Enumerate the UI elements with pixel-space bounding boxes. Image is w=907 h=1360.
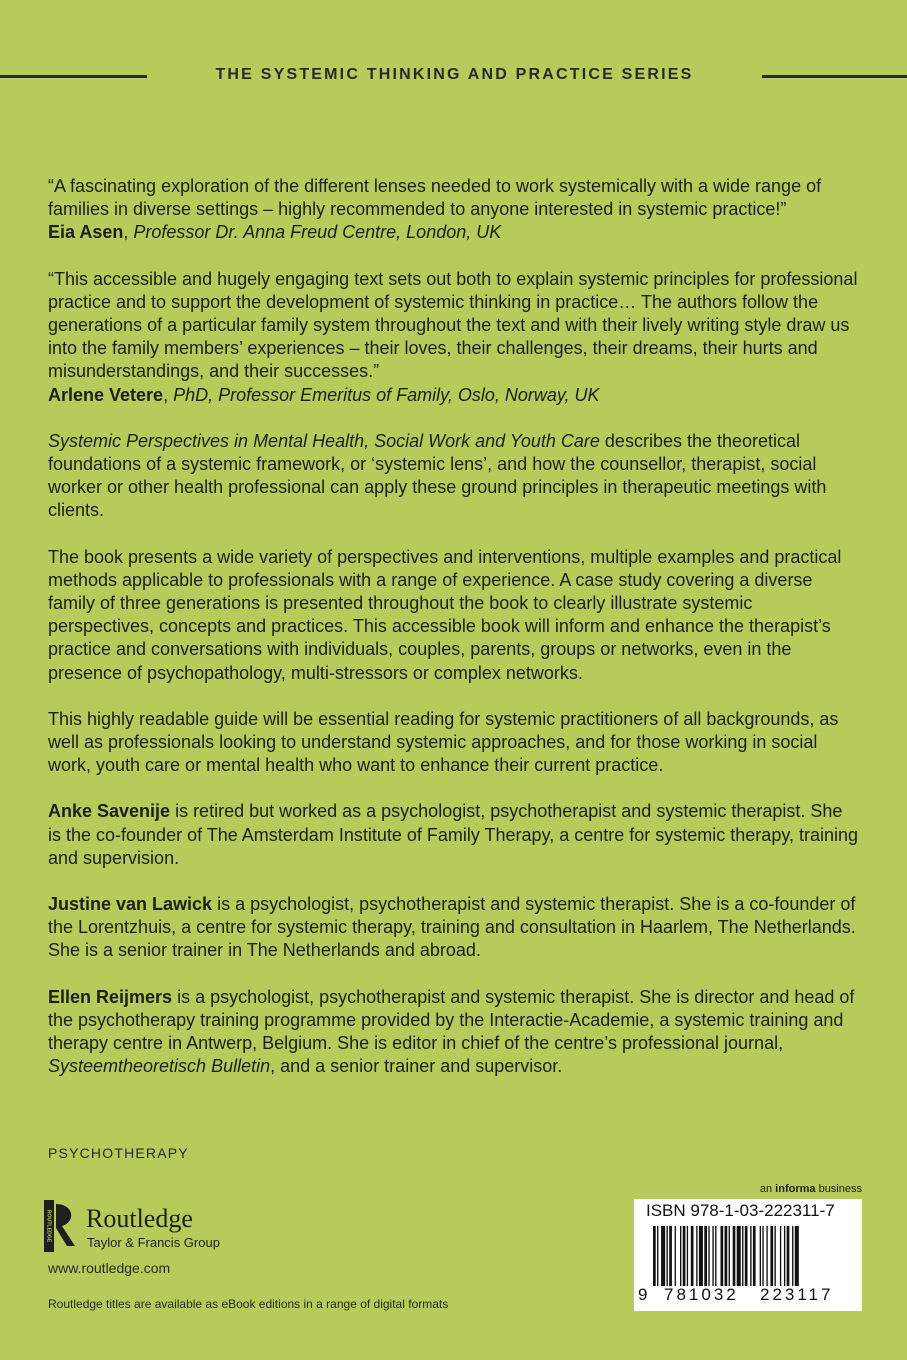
endorsement-quote-1: “A fascinating exploration of the different lenses needed to work systemically with a wide range of families in diverse settings – highly recommended to anyone interested in systemic practice!” (48, 176, 822, 220)
description-paragraph-2: The book presents a wide variety of perspectives and interventions, multiple examples and practical methods applicable to professionals with a range of experience. A case study covering a diverse family of three generations is presented throughout the book to clearly illustrate systemic perspectives, concepts and practices. This accessible book will inform and enhance the therapist’s practice and conversations with individuals, couples, parents, groups or networks, even in the presence of psychopathology, multi-stressors or complex networks. (48, 546, 842, 683)
barcode-bar (675, 1226, 676, 1286)
ebook-note: Routledge titles are available as eBook editions in a range of digital formats (48, 1297, 449, 1311)
barcode-bar (795, 1226, 799, 1286)
informa-prefix: an (759, 1183, 776, 1195)
informa-brand: informa (775, 1183, 816, 1195)
informa-suffix: business (815, 1183, 862, 1195)
endorser-role-2: PhD, Professor Emeritus of Family, Oslo, Norway, UK (173, 384, 600, 405)
publisher-name: Routledge (86, 1204, 193, 1233)
barcode-bar (784, 1226, 785, 1286)
isbn-number: ISBN 978-1-03-222311-7 (646, 1201, 835, 1220)
barcode-bar (760, 1226, 761, 1286)
publisher-group: Taylor & Francis Group (87, 1235, 220, 1250)
barcode-bar (729, 1226, 730, 1286)
barcode-bar (683, 1226, 686, 1286)
barcode-bar (733, 1226, 736, 1286)
author-name-2: Justine van Lawick (48, 894, 213, 915)
barcode-bar (657, 1226, 658, 1286)
barcode-bar (653, 1226, 656, 1286)
barcode-bar (699, 1226, 703, 1286)
isbn-barcode (634, 1199, 862, 1311)
informa-business-tag (690, 1183, 862, 1195)
barcode-bar (680, 1226, 681, 1286)
barcode-bar (792, 1226, 793, 1286)
endorser-role-1: Professor Dr. Anna Freud Centre, London, UK (133, 222, 502, 243)
barcode-bar (753, 1226, 756, 1286)
book-title: Systemic Perspectives in Mental Health, Social Work and Youth Care (48, 430, 600, 451)
routledge-logo-vertical-text: ROUTLEDGE (45, 1209, 52, 1243)
subject-category: PSYCHOTHERAPY (48, 1145, 189, 1161)
barcode-bars (653, 1226, 849, 1286)
endorsement-attribution-2: Arlene Vetere, PhD, Professor Emeritus of Family, Oslo, Norway, UK (48, 384, 600, 405)
barcode-bar (715, 1226, 716, 1286)
barcode-bar (667, 1226, 668, 1286)
barcode-bar (737, 1226, 741, 1286)
routledge-logo-icon (44, 1200, 78, 1252)
author-bio-text-3a: is a psychologist, psychotherapist and systemic therapist. She is director and head of the psychotherapy training programme provided by the Interactie-Academie, a systemic training and therapy centre in Antwerp, Belgium. She is editor in chief of the centre’s professional journal, (48, 986, 855, 1054)
endorsement-attribution-1: Eia Asen, Professor Dr. Anna Freud Centre, London, UK (48, 222, 502, 243)
description-paragraph-1-text: describes the theoretical foundations of a systemic framework, or ‘systemic lens’, and how the counsellor, therapist, social worker or other health professional can apply these ground principles in therapeutic meetings with clients. (48, 430, 827, 521)
endorser-name-2: Arlene Vetere (48, 384, 164, 405)
barcode-bar (725, 1226, 728, 1286)
back-cover-text (48, 175, 860, 1102)
barcode-bar (708, 1226, 709, 1286)
barcode-bar (687, 1226, 688, 1286)
journal-title: Systeemtheoretisch Bulletin (48, 1056, 271, 1077)
description-paragraph-3: This highly readable guide will be essential reading for systemic practitioners of all backgrounds, as well as professionals looking to understand systemic approaches, and for those working in social work, youth care or mental health who want to enhance their current practice. (48, 708, 839, 776)
barcode-bar (787, 1226, 790, 1286)
barcode-bar (742, 1226, 743, 1286)
barcode-bar (780, 1226, 781, 1286)
author-bio-2 (48, 893, 860, 963)
endorser-name-1: Eia Asen (48, 222, 124, 243)
author-name-3: Ellen Reijmers (48, 986, 173, 1007)
author-bio-3 (48, 986, 860, 1079)
publisher-website[interactable]: www.routledge.com (48, 1260, 171, 1276)
barcode-bar (770, 1226, 773, 1286)
series-rule-left (0, 75, 147, 78)
description-paragraph-1 (48, 430, 860, 523)
barcode-bar (691, 1226, 694, 1286)
barcode-bar (766, 1226, 767, 1286)
author-bio-text-1: is retired but worked as a psychologist, psychotherapist and systemic therapist. She is the co-founder of The Amsterdam Institute of Family Therapy, a centre for systemic therapy, training and supervision. (48, 801, 859, 868)
barcode-bar (661, 1226, 665, 1286)
author-bio-text-2: is a psychologist, psychotherapist and systemic therapist. She is a co-founder of the Lorentzhuis, a centre for systemic therapy, training and consultation in Haarlem, The Netherlands. She is a senior trainer in The Netherlands and abroad. (48, 894, 856, 961)
barcode-bar (669, 1226, 672, 1286)
author-bio-1 (48, 800, 860, 870)
endorsement-quote-2: “This accessible and hugely engaging text sets out both to explain systemic principles for professional practice and to support the development of systemic thinking in practice… The authors follow the generations of a particular family system throughout the text and with their lively writing style draw us into the family members’ experiences – their loves, their challenges, their dreams, their hurts and misunderstandings, and their successes.” (48, 268, 858, 382)
barcode-bar (762, 1226, 763, 1286)
author-bio-text-3b: , and a senior trainer and supervisor. (270, 1056, 563, 1077)
barcode-digit-first: 9 (638, 1285, 648, 1304)
series-title: THE SYSTEMIC THINKING AND PRACTICE SERIES (215, 66, 694, 83)
barcode-bar (750, 1226, 751, 1286)
barcode-bar (775, 1226, 776, 1286)
barcode-bar (745, 1226, 748, 1286)
barcode-bar (721, 1226, 724, 1286)
barcode-bar (696, 1226, 697, 1286)
series-rule-right (762, 75, 907, 78)
barcode-bar (712, 1226, 713, 1286)
author-name-1: Anke Savenije (48, 801, 171, 822)
barcode-bar (704, 1226, 707, 1286)
barcode-digits-left: 781032 (664, 1285, 739, 1304)
barcode-digits-right: 223117 (760, 1285, 834, 1304)
